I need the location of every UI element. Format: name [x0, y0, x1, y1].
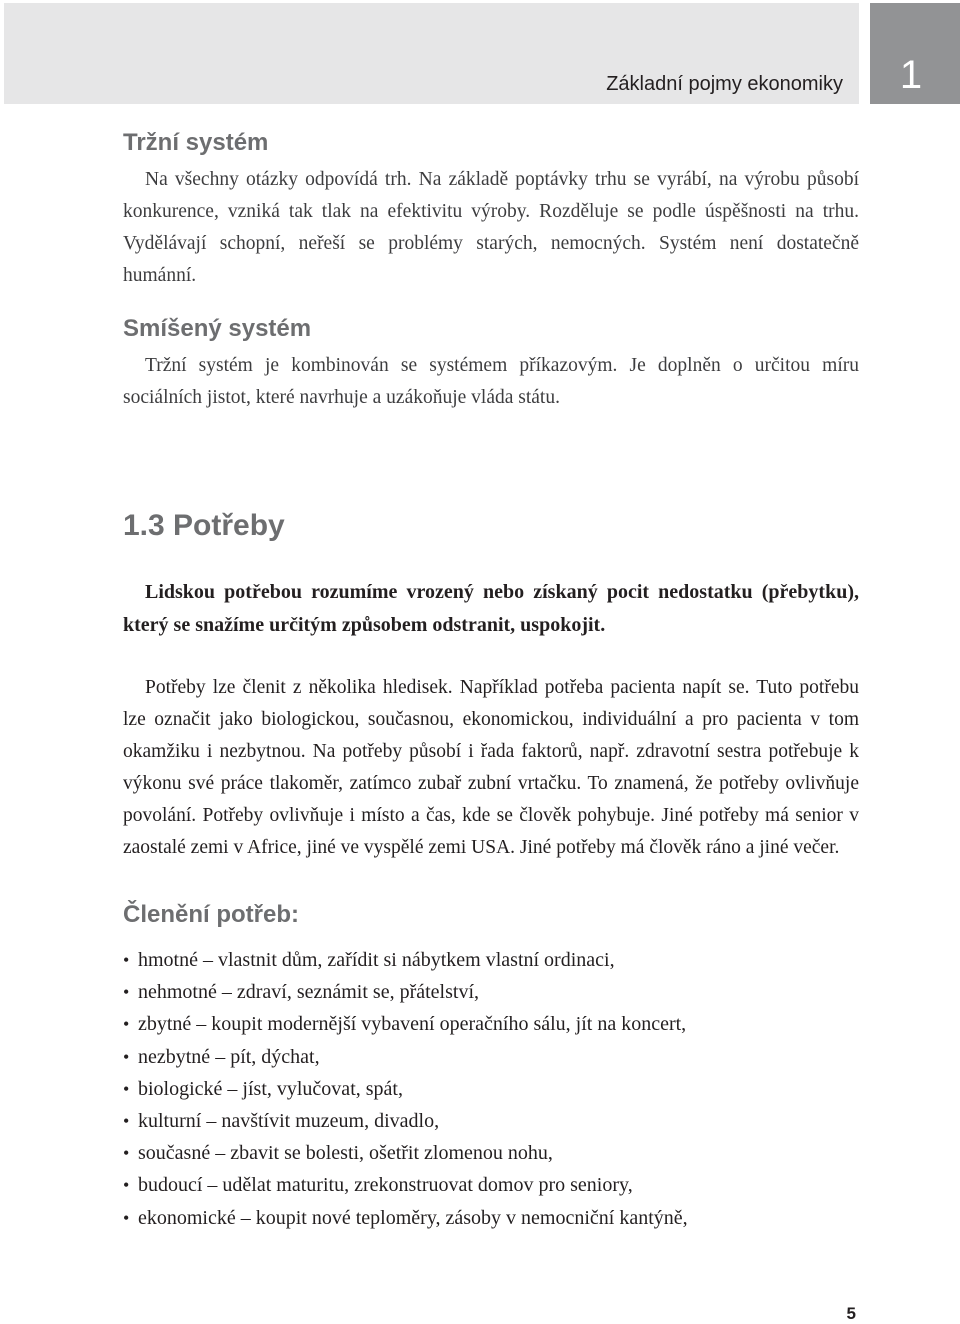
list-item-text: zbytné – koupit modernější vybavení operačního sálu, jít na koncert, [138, 1013, 687, 1036]
bullet-icon: • [123, 950, 130, 970]
paragraph-potreby: Potřeby lze členit z několika hledisek. Například potřeba pacienta napít se. Tuto potřebu lze označit jako biologickou, současnou, ekonomickou, individuální a pro pacienta v tom okamžiku i nezbytnou. Na potřeby působí i řada faktorů, např. zdravotní sestra potřebuje k výkonu své práce tlakoměr, zatímco zubař zubní vrtačku. To znamená, že potřeby ovlivňuje povolání. Potřeby ovlivňuje i místo a čas, kde se člověk pohybuje. Jiné potřeby má senior v zaostalé zemi v Africe, jiné ve vyspělé zemi USA. Jiné potřeby má člověk ráno a jiné večer. [123, 677, 859, 858]
list-item [123, 1073, 859, 1105]
bullet-icon: • [123, 982, 130, 1003]
list-item-text: současné – zbavit se bolesti, ošetřit zlomenou nohu, [138, 1142, 553, 1165]
list-item-text: kulturní – navštívit muzeum, divadlo, [138, 1110, 440, 1133]
heading-cleneni-potreb: Členění potřeb: [123, 901, 300, 928]
bullet-icon: • [123, 1046, 130, 1067]
needs-list [123, 944, 859, 1234]
bullet-icon: • [123, 1111, 130, 1132]
chapter-tab [870, 3, 960, 104]
list-item [123, 976, 859, 1008]
list-item-text: ekonomické – koupit nové teploměry, zásoby v nemocniční kantýně, [138, 1206, 688, 1229]
bullet-icon: • [123, 1175, 130, 1196]
bullet-icon: • [123, 1207, 130, 1228]
section-heading-potreby: 1.3 Potřeby [123, 509, 285, 542]
page-content [123, 126, 859, 1234]
list-item-text: nezbytné – pít, dýchat, [138, 1045, 320, 1068]
page-number: 5 [846, 1304, 856, 1323]
bullet-icon: • [123, 1014, 130, 1035]
list-item [123, 1202, 859, 1234]
paragraph-smiseny-system: Tržní systém je kombinován se systémem příkazovým. Je doplněn o určitou míru sociálních jistot, které navrhuje a uzákoňuje vláda státu. [123, 355, 859, 408]
list-item [123, 1169, 859, 1201]
list-item [123, 1008, 859, 1040]
running-header-title: Základní pojmy ekonomiky [606, 73, 843, 95]
list-item-text: nehmotné – zdraví, seznámit se, přátelství, [138, 981, 480, 1004]
list-item-text: hmotné – vlastnit dům, zařídit si nábytkem vlastní ordinaci, [138, 949, 615, 971]
list-item [123, 944, 859, 976]
chapter-number: 1 [899, 53, 923, 97]
list-item [123, 1137, 859, 1169]
running-header [4, 3, 859, 104]
bullet-icon: • [123, 1078, 130, 1099]
list-item [123, 1105, 859, 1137]
bullet-icon: • [123, 1143, 130, 1164]
list-item [123, 1041, 859, 1073]
heading-smiseny-system: Smíšený systém [123, 315, 312, 342]
list-item-text: biologické – jíst, vylučovat, spát, [138, 1077, 403, 1100]
definition-potreby: Lidskou potřebou rozumíme vrozený nebo získaný pocit nedostatku (přebytku), který se snažíme určitým způsobem odstranit, uspokojit. [123, 581, 859, 636]
paragraph-trzni-system: Na všechny otázky odpovídá trh. Na základě poptávky trhu se vyrábí, na výrobu působí konkurence, vzniká tak tlak na efektivitu výroby. Rozděluje se podle úspěšnosti na trhu. Vydělávají schopní, neřeší se problémy starých, nemocných. Systém není dostatečně humánní. [123, 169, 859, 286]
list-item-text: budoucí – udělat maturitu, zrekonstruovat domov pro seniory, [138, 1174, 633, 1197]
heading-trzni-system: Tržní systém [123, 129, 269, 156]
